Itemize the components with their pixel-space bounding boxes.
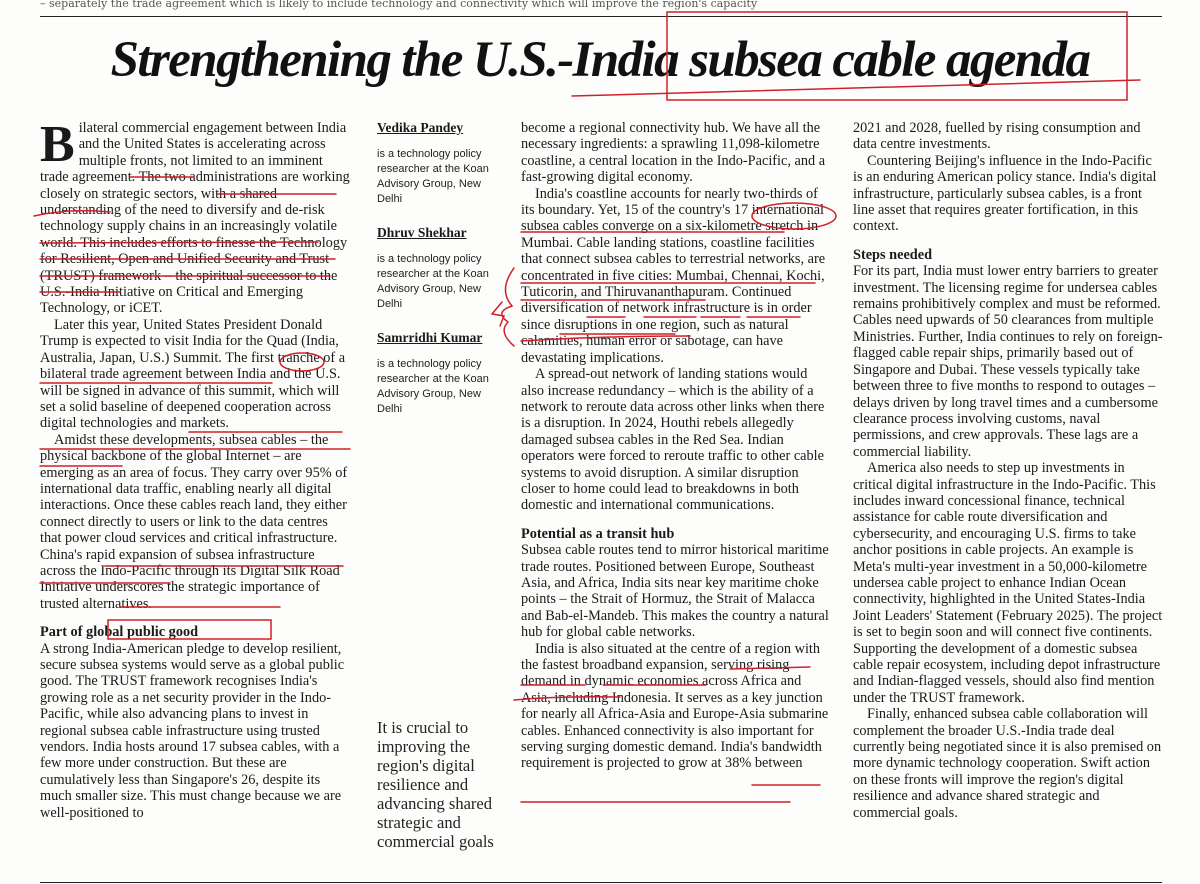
- paragraph: Finally, enhanced subsea cable collaboration will complement the broader U.S.-India trade deal currently being negotiated since it is also premised on more dynamic technology cooperation. Swift action on these fronts will improve the region's digital resilience and advance shared strategic and commercial goals.: [853, 706, 1162, 821]
- author-bio: is a technology policy researcher at the Koan Advisory Group, New Delhi: [377, 253, 489, 310]
- column-1: [40, 116, 350, 821]
- paragraph: Bilateral commercial engagement between India and the United States is accelerating across multiple fronts, not limited to an imminent trade agreement. The two administrations are working closely on strategic sectors, with a shared understanding of the need to diversify and de-risk technology supply chains in an increasingly volatile world. This includes efforts to finesse the Technology for Resilient, Open and Unified Security and Trust (TRUST) framework – the spiritual successor to the U.S.-India Initiative on Critical and Emerging Technology, or iCET.: [40, 116, 350, 317]
- paragraph: India's coastline accounts for nearly two-thirds of its boundary. Yet, 15 of the country's 17 international subsea cables converge on a six-kilometre stretch in Mumbai. Cable landing stations, coastline facilities that connect subsea cables to terrestrial networks, are concentrated in five cities: Mumbai, Chennai, Kochi, Tuticorin, and Thiruvananthapuram. Continued diversification of network infrastructure is in order since disruptions in one region, such as natural calamities, human error or sabotage, can have devastating implications.: [521, 185, 826, 366]
- author-name: Vedika Pandey: [377, 120, 464, 135]
- drop-cap: B: [40, 116, 75, 173]
- column-3: [521, 120, 833, 772]
- author-list: [377, 120, 497, 435]
- column-4: [853, 120, 1163, 821]
- clipped-previous-text: – separately the trade agreement which is likely to include technology and connectivity which will improve the region's capacity: [40, 0, 758, 10]
- author: [377, 330, 497, 417]
- author: [377, 225, 497, 312]
- bottom-rule: [40, 882, 1162, 883]
- author-bio: is a technology policy researcher at the Koan Advisory Group, New Delhi: [377, 148, 489, 205]
- paragraph: Amidst these developments, subsea cables – the physical backbone of the global Internet – are emerging as an area of focus. They carry over 95% of international data traffic, enabling nearly all digital interactions. Once these cables reach land, they either connect directly to users or link to the data centres that power cloud services and critical infrastructure. China's rapid expansion of subsea infrastructure across the Indo-Pacific through its Digital Silk Road Initiative underscores the strategic importance of trusted alternatives.: [40, 431, 348, 612]
- paragraph: A spread-out network of landing stations would also increase redundancy – which is the ability of a network to reroute data across other links when there is a disruption. In 2024, Houthi rebels allegedly damaged subsea cables in the Red Sea. Indian operators were forced to reroute traffic to other cable systems to avoid disruption. A similar disruption closer to home could lead to breakdowns in both domestic and international communications.: [521, 366, 825, 514]
- pull-quote: It is crucial to improving the region's digital resilience and advancing shared strategic and commercial goals: [377, 718, 494, 851]
- headline: Strengthening the U.S.-India subsea cable agenda: [110, 32, 1090, 88]
- paragraph: Subsea cable routes tend to mirror historical maritime trade routes. Positioned between Europe, Southeast Asia, and Africa, India sits near key maritime choke points – the Strait of Hormuz, the Strait of Malacca and Bab-el-Mandeb. This makes the country a natural hub for global cable networks.: [521, 542, 829, 641]
- subheading: Potential as a transit hub: [521, 525, 675, 542]
- top-rule: [40, 16, 1162, 17]
- paragraph: Later this year, United States President Donald Trump is expected to visit India for the Quad (India, Australia, Japan, U.S.) Summit. The first tranche of a bilateral trade agreement between India and the U.S. will be signed in advance of this summit, which will set a solid baseline of deepened cooperation across digital technologies and markets.: [40, 316, 346, 432]
- subheading: Steps needed: [853, 246, 933, 263]
- paragraph: For its part, India must lower entry barriers to greater investment. The licensing regime for undersea cables remains prohibitively complex and must be reformed. Cables need upwards of 50 clearances from multiple Ministries. Further, India continues to rely on foreign-flagged cable repair ships, primarily based out of Singapore and Dubai. These vessels typically take between three to five months to respond to outages – delays driven by long travel times and a cumbersome clearance process involving customs, naval permissions, and crew approvals. These lags are a commercial liability.: [853, 263, 1163, 460]
- paragraph: America also needs to step up investments in critical digital infrastructure in the Indo-Pacific. This includes inward concessional finance, technical assistance for cable route diversification and cybersecurity, and encouraging U.S. firms to take anchor positions in cable projects. An example is Meta's multi-year investment in a 50,000-kilometre undersea cable project to enhance Indian Ocean connectivity, highlighted in the United States-India Joint Leaders' Statement (February 2025). The project is set to begin soon and will connect five continents. Supporting the development of a domestic subsea cable repair ecosystem, including depot infrastructure and Indian-flagged vessels, should also find mention under the TRUST framework.: [853, 460, 1163, 706]
- paragraph: become a regional connectivity hub. We have all the necessary ingredients: a sprawling 11,098-kilometre coastline, a central location in the Indo-Pacific, and a fast-growing digital economy.: [521, 120, 826, 186]
- paragraph: Countering Beijing's influence in the Indo-Pacific is an enduring American policy stance. India's digital infrastructure, particularly subsea cables, is a front line asset that requires greater fortification, in this context.: [853, 152, 1157, 235]
- author-name: Samrridhi Kumar: [377, 330, 483, 345]
- paragraph: A strong India-American pledge to develop resilient, secure subsea systems would serve as a global public good. The TRUST framework recognises India's growing role as a net security provider in the Indo-Pacific, while also advancing plans to invest in regional subsea cable infrastructure using trusted vendors. India hosts around 17 subsea cables, with a few more under construction. But these are cumulatively less than Singapore's 26, despite its much smaller size. This must change because we are well-positioned to: [40, 640, 345, 821]
- subheading: Part of global public good: [40, 624, 199, 641]
- author: [377, 120, 497, 207]
- author-bio: is a technology policy researcher at the Koan Advisory Group, New Delhi: [377, 358, 489, 415]
- paragraph: 2021 and 2028, fuelled by rising consumption and data centre investments.: [853, 120, 1141, 153]
- author-name: Dhruv Shekhar: [377, 225, 467, 240]
- paragraph: India is also situated at the centre of a region with the fastest broadband expansion, serving rising demand in dynamic economies across Africa and Asia, including Indonesia. It serves as a key junction for nearly all Africa-Asia and Europe-Asia submarine cables. Enhanced connectivity is also important for serving surging domestic demand. India's bandwidth requirement is projected to grow at 38% between: [521, 640, 829, 772]
- margin-bracket-annotation: [502, 268, 514, 346]
